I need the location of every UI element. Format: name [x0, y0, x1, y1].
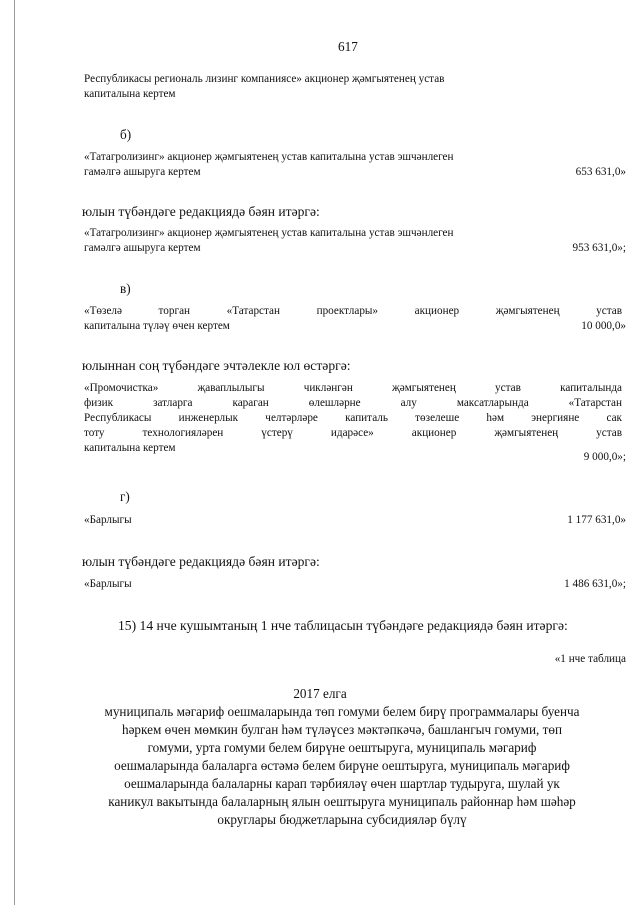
item-b-old-line: «Татагролизинг» акционер җәмгыятенең устав капиталына устав эшчәнлеген — [84, 151, 454, 163]
promo-amount: 9 000,0»; — [583, 451, 626, 463]
intro-line: капиталына кертем — [84, 88, 176, 100]
table-heading-line: округлары бюджетларына субсидияләр бүлү — [217, 812, 467, 827]
item-15-instruction: 15) 14 нче кушымтаның 1 нче таблицасын түбәндәге редакциядә бәян итәргә: — [118, 618, 568, 633]
table-reference: «1 нче таблица — [554, 653, 626, 665]
item-b-old-amount: 653 631,0» — [575, 166, 626, 178]
promo-line: физик затларга караган өлешләрне алу максатларында «Татарстан — [84, 397, 622, 409]
total-old-amount: 1 177 631,0» — [567, 514, 626, 526]
table-heading-line: һәркем өчен мөмкин булган һәм түләүсез мәктәпкәчә, башлангыч гомуми, төп — [121, 722, 563, 737]
item-b-new-line: «Татагролизинг» акционер җәмгыятенең устав капиталына устав эшчәнлеген — [84, 227, 454, 239]
item-b-new-amount: 953 631,0»; — [572, 242, 626, 254]
promo-text — [84, 381, 622, 456]
scan-margin-line — [14, 0, 15, 905]
intro-paragraph — [84, 72, 622, 102]
item-v-marker: в) — [120, 281, 131, 296]
item-b-old-line: гамәлгә ашыруга кертем — [84, 166, 201, 178]
item-b-new-line: гамәлгә ашыруга кертем — [84, 242, 201, 254]
promo-line: тоту технологияләрен үстерү идарәсе» акционер җәмгыятенең устав — [84, 427, 622, 439]
item-v-line: «Төзелә торган «Татарстан проектлары» акционер җәмгыятенең устав — [84, 305, 622, 317]
table-heading-line: муниципаль мәгариф оешмаларында төп гомуми белем бирү программалары буенча — [104, 704, 580, 719]
item-v-text — [84, 304, 622, 334]
instruction-replace-1: юлын түбәндәге редакциядә бәян итәргә: — [82, 204, 320, 219]
intro-line: Республикасы региональ лизинг компаниясе» акционер җәмгыятенең устав — [84, 73, 445, 85]
table-heading-line: оешмаларында балаларны карап тәрбияләү өчен шартлар тудыруга, шулай ук — [124, 776, 560, 791]
total-old-label: «Барлыгы — [84, 514, 132, 526]
table-heading-line: гомуми, урта гомуми белем бирүне оештыруга, муниципаль мәгариф — [147, 740, 537, 755]
table-heading-line: оешмаларында балаларга өстәмә белем бирүне оештыруга, муниципаль мәгариф — [114, 758, 570, 773]
item-b-new-text — [84, 226, 622, 256]
item-v-line: капиталына түләү өчен кертем — [84, 320, 230, 332]
promo-line: «Промочистка» җаваплылыгы чикләнгән җәмгыятенең устав капиталында — [84, 382, 622, 394]
item-v-amount: 10 000,0» — [581, 320, 626, 332]
item-b-marker: б) — [120, 127, 132, 142]
year-title: 2017 елга — [293, 686, 347, 701]
item-g-marker: г) — [120, 489, 130, 504]
promo-line: капиталына кертем — [84, 442, 176, 454]
item-b-old-text — [84, 150, 622, 180]
promo-line: Республикасы инженерлык челтәрләре капиталь төзелеше һәм энергияне сак — [84, 412, 622, 424]
instruction-replace-2: юлын түбәндәге редакциядә бәян итәргә: — [82, 554, 320, 569]
instruction-add: юлыннан соң түбәндәге эчтәлекле юл өстәргә: — [82, 358, 351, 373]
page-number: 617 — [338, 39, 358, 54]
total-new-amount: 1 486 631,0»; — [564, 578, 626, 590]
table-heading — [62, 703, 622, 829]
total-new-label: «Барлыгы — [84, 578, 132, 590]
table-heading-line: каникул вакытында балаларның ялын оештыруга муниципаль районнар һәм шәһәр — [108, 794, 576, 809]
